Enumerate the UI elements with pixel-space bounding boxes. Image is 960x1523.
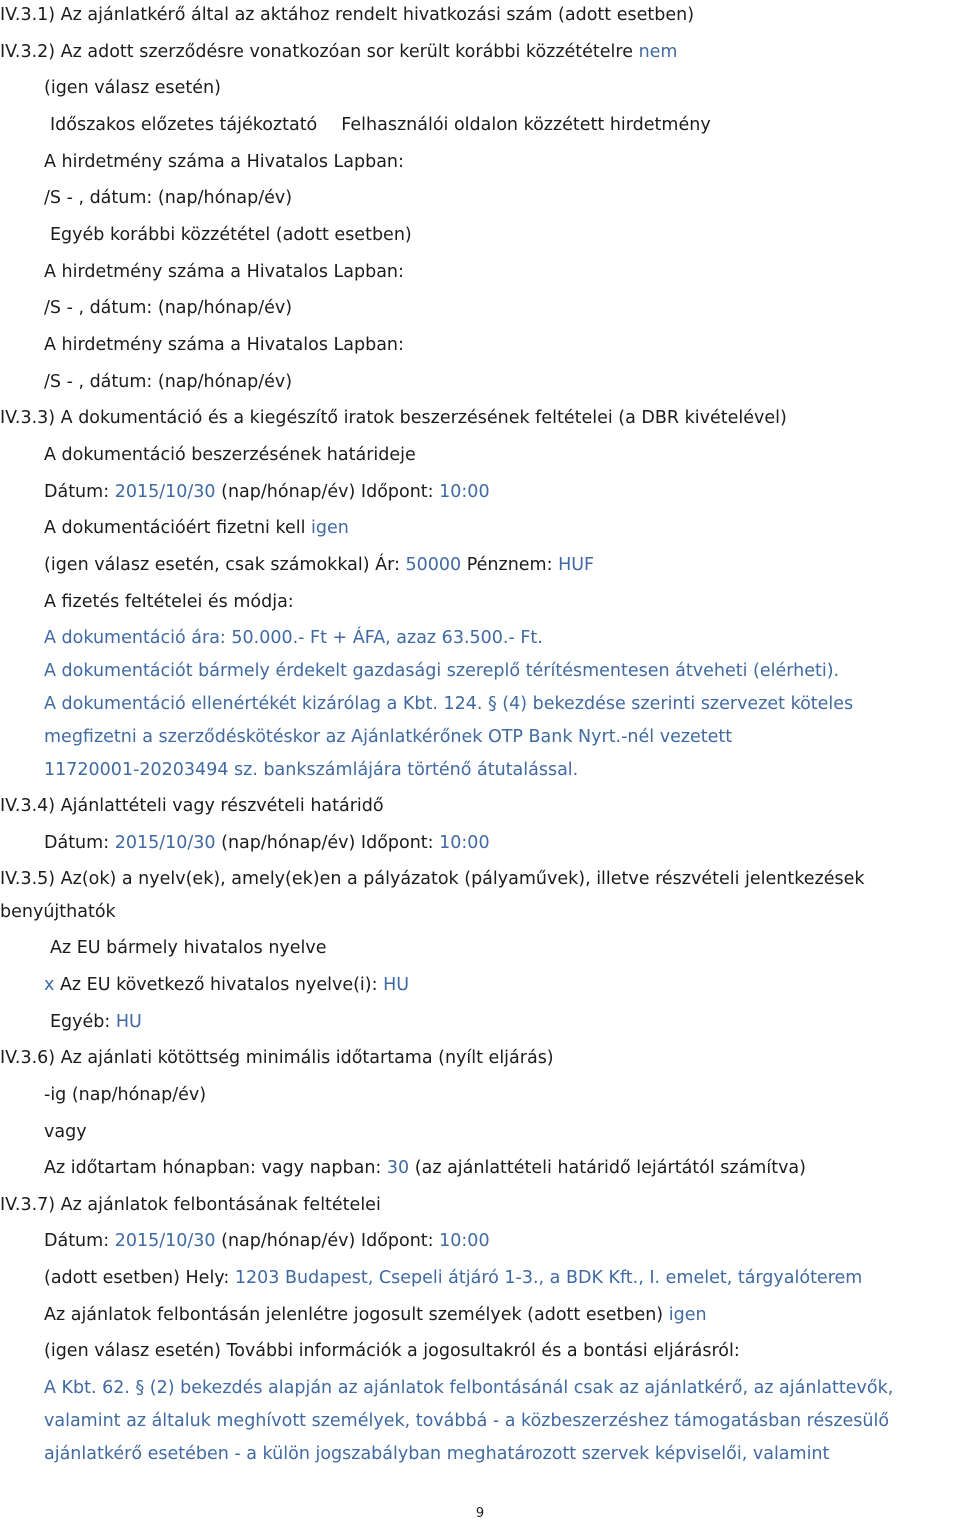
additional-info-label: (igen válasz esetén) További információk a jogosultakról és a bontási eljárásról: [44,1341,740,1361]
tender-deadline-row [44,832,490,854]
date-label: Dátum: [44,1231,110,1251]
section-heading-text: IV.3.2) Az adott szerződésre vonatkozóan sor került korábbi közzétételre [0,42,633,62]
binding-duration-row [44,1157,806,1179]
language-option-specific [44,974,409,996]
time-label: (nap/hónap/év) Időpont: [221,482,434,502]
notice-number-label: A hirdetmény száma a Hivatalos Lapban: [44,335,404,355]
additional-info-line: ajánlatkérő esetében - a külön jogszabályban meghatározott szervek képviselői, valamint [44,1444,830,1464]
date-label: Dátum: [44,833,110,853]
price-label: (igen válasz esetén, csak számokkal) Ár: [44,555,400,575]
binding-until-label: -ig (nap/hónap/év) [44,1085,207,1105]
other-label: Egyéb: [50,1012,111,1032]
notice-number-label: A hirdetmény száma a Hivatalos Lapban: [44,262,404,282]
notice-date-label: /S - , dátum: (nap/hónap/év) [44,298,293,318]
section-iv-3-1-heading: IV.3.1) Az ajánlatkérő által az aktához rendelt hivatkozási szám (adott esetben) [0,5,695,25]
language-option-any-eu: Az EU bármely hivatalos nyelve [50,938,327,958]
section-iv-3-4-heading: IV.3.4) Ajánlattételi vagy részvételi határidő [0,796,384,816]
language-label: Az EU következő hivatalos nyelve(i): [59,975,378,995]
duration-value: 30 [386,1158,410,1178]
place-value: 1203 Budapest, Csepeli átjáró 1-3., a BDK Kft., I. emelet, tárgyalóterem [234,1268,863,1288]
additional-info-line: A Kbt. 62. § (2) bekezdés alapján az ajánlatok felbontásánál csak az ajánlatkérő, az ajánlattevők, [44,1378,894,1398]
duration-note: (az ajánlattételi határidő lejártától számítva) [414,1158,806,1178]
time-value: 10:00 [439,833,490,853]
date-value: 2015/10/30 [114,1231,216,1251]
prior-notice-options [50,114,711,136]
page-number: 9 [475,1506,485,1521]
payment-required-row [44,517,349,539]
date-value: 2015/10/30 [114,482,216,502]
notice-number-label: A hirdetmény száma a Hivatalos Lapban: [44,152,404,172]
selected-mark: x [44,975,55,995]
payment-required-value: igen [311,518,349,538]
price-value: 50000 [405,555,462,575]
attendance-row [44,1304,707,1326]
language-option-other [50,1011,142,1033]
payment-terms-line: A dokumentációt bármely érdekelt gazdasági szereplő térítésmentesen átveheti (elérheti). [44,661,840,681]
other-value: HU [115,1012,142,1032]
notice-date-label: /S - , dátum: (nap/hónap/év) [44,188,293,208]
other-publication-label: Egyéb korábbi közzététel (adott esetben) [50,225,412,245]
payment-terms-line: A dokumentáció ellenértékét kizárólag a Kbt. 124. § (4) bekezdése szerinti szervezet köteles [44,694,854,714]
option-periodic-notice: Időszakos előzetes tájékoztató [50,115,318,135]
payment-terms-line: A dokumentáció ára: 50.000.- Ft + ÁFA, azaz 63.500.- Ft. [44,628,543,648]
option-buyer-profile-notice: Felhasználói oldalon közzétett hirdetmény [341,115,711,135]
payment-terms-line: megfizetni a szerződéskötéskor az Ajánlatkérőnek OTP Bank Nyrt.-nél vezetett [44,727,733,747]
currency-label: Pénznem: [466,555,553,575]
additional-info-line: valamint az általuk meghívott személyek, továbbá - a közbeszerzéshez támogatásban részesülő [44,1411,890,1431]
section-iv-3-5-heading: IV.3.5) Az(ok) a nyelv(ek), amely(ek)en a pályázatok (pályaművek), illetve részvételi jelentkezések [0,869,865,889]
place-label: (adott esetben) Hely: [44,1268,230,1288]
section-iv-3-7-heading: IV.3.7) Az ajánlatok felbontásának feltételei [0,1195,381,1215]
notice-date-label: /S - , dátum: (nap/hónap/év) [44,372,293,392]
currency-value: HUF [558,555,595,575]
section-iv-3-3-heading: IV.3.3) A dokumentáció és a kiegészítő iratok beszerzésének feltételei (a DBR kivételével) [0,408,787,428]
answer-value: nem [638,42,678,62]
or-label: vagy [44,1122,87,1142]
duration-label: Az időtartam hónapban: vagy napban: [44,1158,382,1178]
section-iv-3-6-heading: IV.3.6) Az ajánlati kötöttség minimális időtartama (nyílt eljárás) [0,1048,554,1068]
price-row [44,554,594,576]
date-label: Dátum: [44,482,110,502]
document-deadline-label: A dokumentáció beszerzésének határideje [44,445,416,465]
opening-place-row [44,1267,862,1289]
time-value: 10:00 [439,1231,490,1251]
payment-terms-line: 11720001-20203494 sz. bankszámlájára történő átutalással. [44,760,579,780]
time-value: 10:00 [439,482,490,502]
payment-terms-label: A fizetés feltételei és módja: [44,592,294,612]
section-iv-3-2-heading [0,41,677,63]
opening-date-row [44,1230,490,1252]
date-value: 2015/10/30 [114,833,216,853]
payment-required-label: A dokumentációért fizetni kell [44,518,306,538]
attendance-value: igen [668,1305,707,1325]
time-label: (nap/hónap/év) Időpont: [221,833,434,853]
document-deadline-row [44,481,490,503]
conditional-note: (igen válasz esetén) [44,78,221,98]
time-label: (nap/hónap/év) Időpont: [221,1231,434,1251]
language-value: HU [383,975,410,995]
attendance-label: Az ajánlatok felbontásán jelenlétre jogosult személyek (adott esetben) [44,1305,664,1325]
section-heading-continuation: benyújthatók [0,902,116,922]
